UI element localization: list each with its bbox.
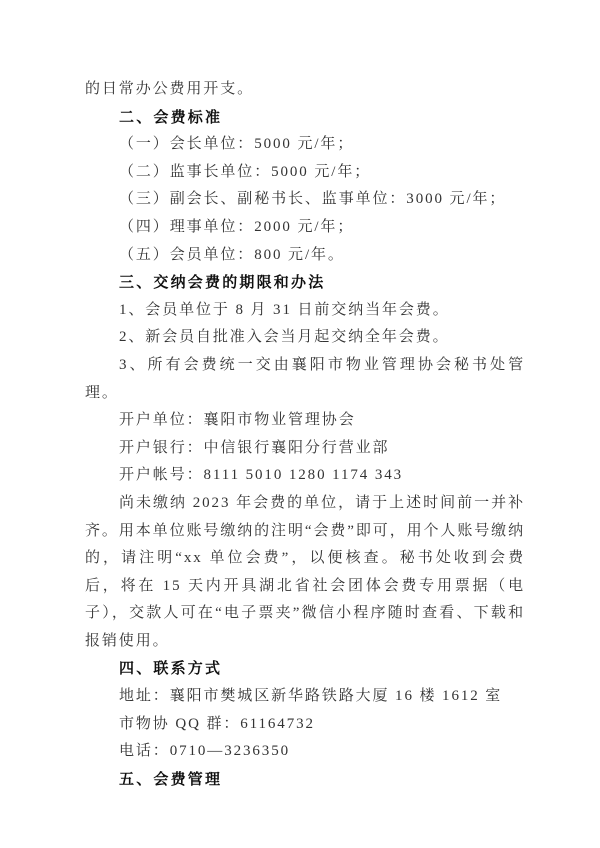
payment-item-deadline: 1、会员单位于 8 月 31 日前交纳当年会费。 [119, 301, 450, 318]
payment-item-secretariat: 3、所有会费统一交由襄阳市物业管理协会秘书处管理。 [85, 356, 525, 401]
fee-item-director: （四）理事单位：2000 元/年； [119, 218, 355, 235]
bank-account-name: 开户单位：襄阳市物业管理协会 [119, 412, 356, 429]
contact-address: 地址：襄阳市樊城区新华路铁路大厦 16 楼 1612 室 [119, 688, 503, 705]
bank-account-number: 开户帐号：8111 5010 1280 1174 343 [119, 467, 404, 484]
section-heading-fee-management: 五、会费管理 [119, 770, 223, 788]
contact-phone: 电话：0710—3236350 [119, 743, 291, 760]
payment-item-new-members: 2、新会员自批准入会当月起交纳全年会费。 [119, 329, 450, 346]
contact-qq-group: 市物协 QQ 群：61164732 [119, 715, 315, 732]
fee-item-member: （五）会员单位：800 元/年。 [119, 246, 345, 263]
bank-name: 开户银行：中信银行襄阳分行营业部 [119, 439, 390, 456]
fee-item-president: （一）会长单位：5000 元/年； [119, 136, 355, 153]
paragraph-continuation: 的日常办公费用开支。 [85, 81, 255, 97]
fee-item-vice-president: （三）副会长、副秘书长、监事单位：3000 元/年； [119, 191, 507, 208]
section-heading-fee-standards: 二、会费标准 [119, 108, 223, 126]
section-heading-contact: 四、联系方式 [119, 660, 223, 678]
fee-item-supervisor-chief: （二）监事长单位：5000 元/年； [119, 163, 372, 180]
note-paragraph: 尚未缴纳 2023 年会费的单位，请于上述时间前一并补齐。用本单位账号缴纳的注明“会费”即可，用个人账号缴纳的，请注明“xx 单位会费”，以便核查。秘书处收到会费后，将在 15 天内开具湖北省社会团体会费专用票据（电子），交款人可在“电子票夹”微信小程序随时查看、下载和报销使用。 [85, 494, 525, 649]
section-heading-payment-terms: 三、交纳会费的期限和办法 [119, 274, 326, 292]
